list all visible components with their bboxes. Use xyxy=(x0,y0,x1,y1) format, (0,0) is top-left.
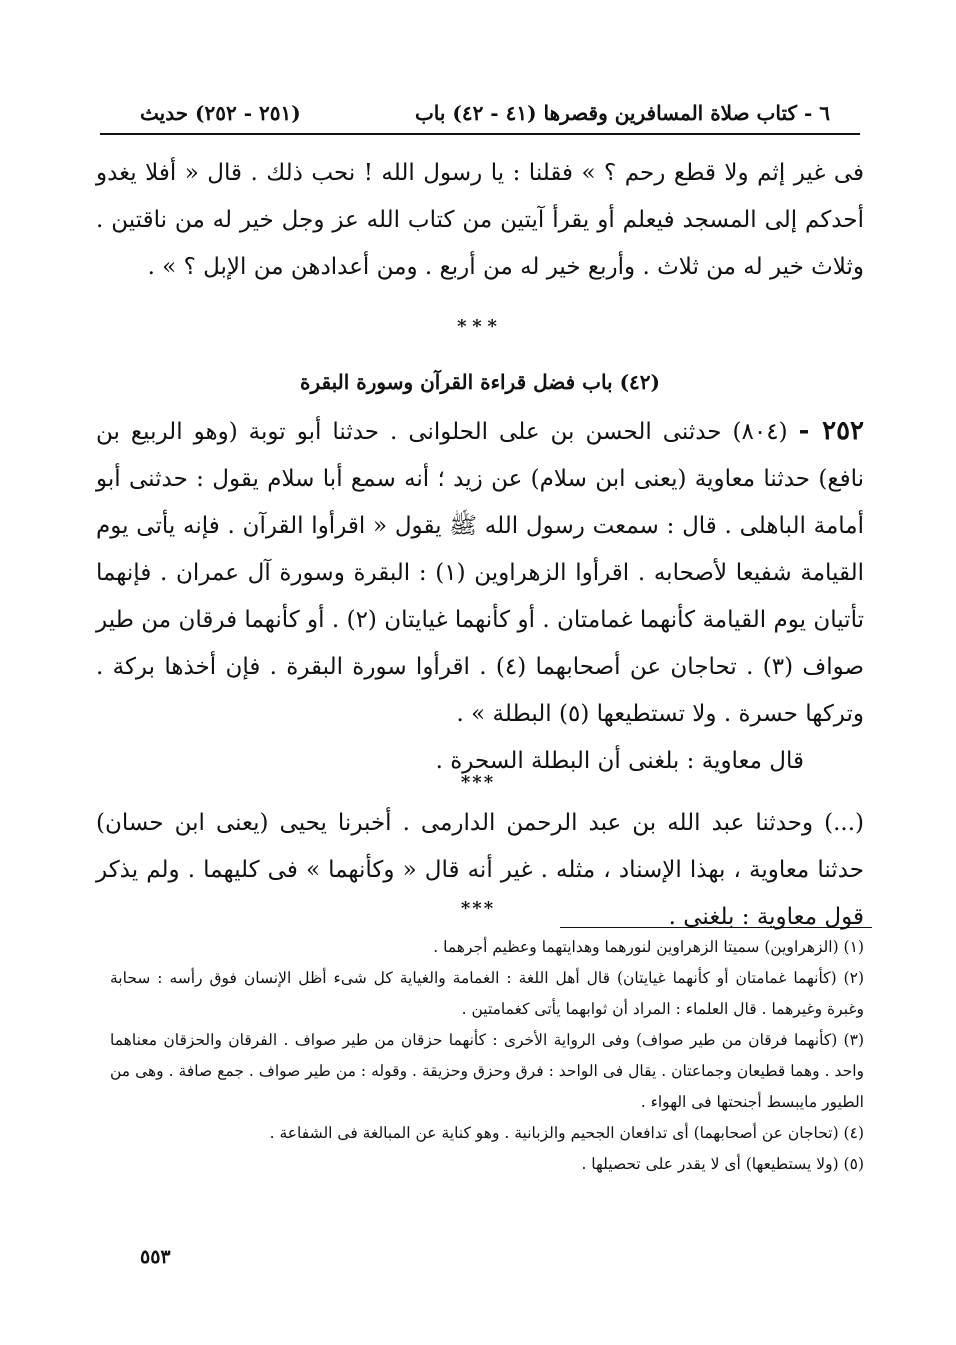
end-separator: *** xyxy=(460,898,496,919)
footnotes xyxy=(110,932,864,1180)
chapter-title: (٤٢) باب فضل قراءة القرآن وسورة البقرة xyxy=(299,370,660,394)
hadith-paragraph xyxy=(96,408,864,738)
footnote-5: (٥) (ولا يستطيعها) أى لا يقدر على تحصيلها . xyxy=(581,1155,864,1173)
footnote-2: (٢) (كأنهما غمامتان أو كأنهما غيايتان) قال أهل اللغة : الغمامة والغياية كل شىء أظل الإنسان فوق رأسه : سحابة وغبرة وغيرهما . قال العلماء : المراد أن ثوابهما يأتى كغمامتين . xyxy=(110,969,864,1018)
hadith-text: (٨٠٤) حدثنى الحسن بن على الحلوانى . حدثنا أبو توبة (وهو الربيع بن نافع) حدثنا معاوية (يعنى ابن سلام) عن زيد ؛ أنه سمع أبا سلام يقول : حدثنى أبو أمامة الباهلى . قال : سمعت رسول الله ﷺ يقول « اقرأوا القرآن . فإنه يأتى يوم القيامة شفيعا لأصحابه . اقرأوا الزهراوين (١) : البقرة وسورة آل عمران . فإنهما تأتيان يوم القيامة كأنهما غمامتان . أو كأنهما غيايتان (٢) . أو كأنهما فرقان من طير صواف (٣) . تحاجان عن أصحابهما (٤) . اقرأوا سورة البقرة . فإن أخذها بركة . وتركها حسرة . ولا تستطيعها (٥) البطلة » . xyxy=(96,419,865,727)
continuation-text: فى غير إثم ولا قطع رحم ؟ » فقلنا : يا رسول الله ! نحب ذلك . قال « أفلا يغدو أحدكم إلى المسجد فيعلم أو يقرأ آيتين من كتاب الله عز وجل خير له من ناقتين . وثلاث خير له من ثلاث . وأربع خير له من أربع . ومن أعدادهن من الإبل ؟ » . xyxy=(96,160,864,280)
footnote-4: (٤) (تحاجان عن أصحابهما) أى تدافعان الجحيم والزبانية . وهو كناية عن المبالغة فى الشفاعة . xyxy=(269,1124,864,1142)
hadith-number: ٢٥٢ - xyxy=(798,416,865,446)
hadith-252 xyxy=(96,408,864,785)
header-hadith-range: (٢٥١ - ٢٥٢) حديث xyxy=(140,101,301,125)
section-separator: * * * xyxy=(457,316,499,337)
header-rule xyxy=(100,133,860,135)
continuation-paragraph xyxy=(96,150,864,291)
footnote-rule xyxy=(560,927,872,928)
second-chain-text: (...) وحدثنا عبد الله بن عبد الرحمن الدارمى . أخبرنا يحيى (يعنى ابن حسان) حدثنا معاوية ، بهذا الإسناد ، مثله . غير أنه قال « وكأنهما » فى كليهما . ولم يذكر قول معاوية : بلغنى . xyxy=(96,810,864,930)
second-chain xyxy=(96,800,864,941)
header-chapter: ٦ - كتاب صلاة المسافرين وقصرها (٤١ - ٤٢) باب xyxy=(414,101,830,125)
running-header xyxy=(140,95,830,131)
footnote-3: (٣) (كأنهما فرقان من طير صواف) وفى الرواية الأخرى : كأنهما حزقان من طير صواف . الفرقان والحزقان معناهما واحد . وهما قطيعان وجماعتان . يقال فى الواحد : فرق وحزق وحزيقة . وقوله : من طير صواف . جمع صافة . وهى من الطيور مايبسط أجنحتها فى الهواء . xyxy=(110,1031,864,1111)
chain-separator: *** xyxy=(460,772,496,793)
muawiya-statement: قال معاوية : بلغنى أن البطلة السحرة . xyxy=(435,748,804,774)
footnote-1: (١) (الزهراوين) سميتا الزهراوين لنورهما وهدايتهما وعظيم أجرهما . xyxy=(433,938,864,956)
page-number: ٥٥٣ xyxy=(140,1246,171,1268)
